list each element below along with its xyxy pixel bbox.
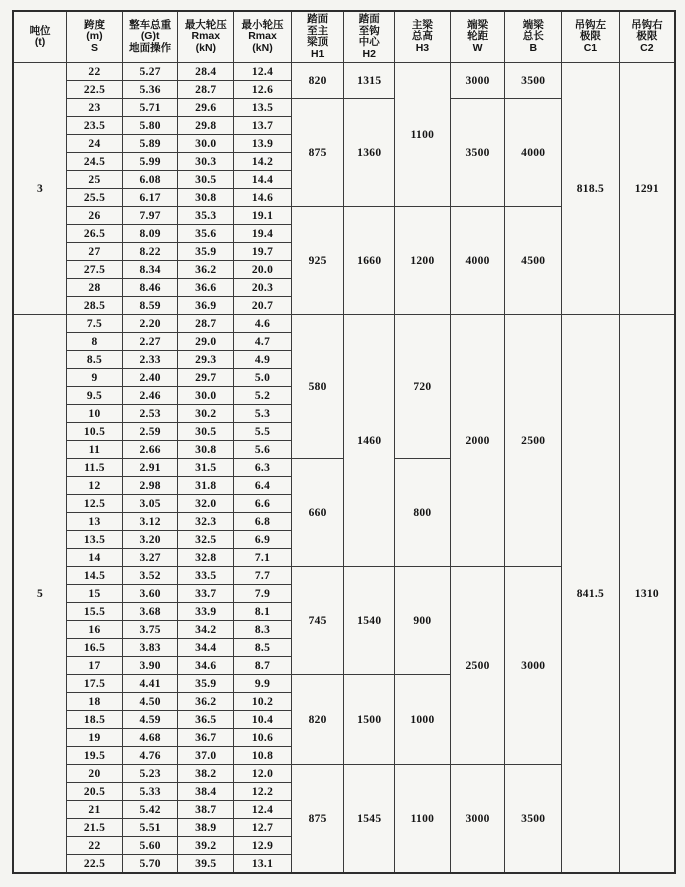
tonnage-cell: 3 <box>13 63 67 315</box>
b-cell: 2500 <box>505 315 562 567</box>
h2-cell: 1545 <box>344 765 395 874</box>
rmax-cell: 36.9 <box>178 297 234 315</box>
rmin-cell: 20.3 <box>234 279 292 297</box>
rmax-cell: 36.2 <box>178 261 234 279</box>
rmax-cell: 33.5 <box>178 567 234 585</box>
span-cell: 27.5 <box>67 261 123 279</box>
span-cell: 27 <box>67 243 123 261</box>
weight-cell: 2.59 <box>122 423 178 441</box>
rmin-cell: 12.7 <box>234 819 292 837</box>
rmax-cell: 32.3 <box>178 513 234 531</box>
weight-cell: 5.70 <box>122 855 178 874</box>
rmin-cell: 5.5 <box>234 423 292 441</box>
span-cell: 26.5 <box>67 225 123 243</box>
rmax-cell: 29.0 <box>178 333 234 351</box>
rmin-cell: 7.1 <box>234 549 292 567</box>
span-cell: 23.5 <box>67 117 123 135</box>
rmin-cell: 20.0 <box>234 261 292 279</box>
w-cell: 3500 <box>450 99 505 207</box>
weight-cell: 3.12 <box>122 513 178 531</box>
weight-cell: 5.27 <box>122 63 178 81</box>
span-cell: 9.5 <box>67 387 123 405</box>
weight-cell: 3.90 <box>122 657 178 675</box>
b-cell: 3000 <box>505 567 562 765</box>
weight-cell: 2.91 <box>122 459 178 477</box>
weight-cell: 6.17 <box>122 189 178 207</box>
rmax-cell: 36.2 <box>178 693 234 711</box>
rmax-cell: 32.8 <box>178 549 234 567</box>
h3-cell: 800 <box>395 459 451 567</box>
table-body <box>13 63 675 874</box>
h1-cell: 820 <box>291 675 344 765</box>
span-cell: 19.5 <box>67 747 123 765</box>
rmin-cell: 6.8 <box>234 513 292 531</box>
span-cell: 24 <box>67 135 123 153</box>
w-cell: 3000 <box>450 63 505 99</box>
b-cell: 3500 <box>505 63 562 99</box>
h2-cell: 1660 <box>344 207 395 315</box>
span-cell: 18.5 <box>67 711 123 729</box>
span-cell: 14 <box>67 549 123 567</box>
weight-cell: 3.05 <box>122 495 178 513</box>
column-header-w: 端梁 轮距 W <box>450 11 505 63</box>
span-cell: 25.5 <box>67 189 123 207</box>
span-cell: 22.5 <box>67 81 123 99</box>
header-row <box>13 11 675 63</box>
weight-cell: 8.34 <box>122 261 178 279</box>
column-header-h1: 踏面 至主 梁顶 H1 <box>291 11 344 63</box>
weight-cell: 5.36 <box>122 81 178 99</box>
rmax-cell: 31.5 <box>178 459 234 477</box>
span-cell: 17.5 <box>67 675 123 693</box>
rmax-cell: 35.3 <box>178 207 234 225</box>
rmin-cell: 12.4 <box>234 801 292 819</box>
weight-cell: 5.99 <box>122 153 178 171</box>
rmax-cell: 33.9 <box>178 603 234 621</box>
rmax-cell: 28.7 <box>178 81 234 99</box>
span-cell: 22 <box>67 837 123 855</box>
table-row <box>13 63 675 81</box>
h1-cell: 925 <box>291 207 344 315</box>
span-cell: 22.5 <box>67 855 123 874</box>
column-header-c1: 吊钩左 极限 C1 <box>562 11 620 63</box>
span-cell: 12.5 <box>67 495 123 513</box>
b-cell: 4500 <box>505 207 562 315</box>
h1-cell: 660 <box>291 459 344 567</box>
weight-cell: 5.89 <box>122 135 178 153</box>
rmin-cell: 12.9 <box>234 837 292 855</box>
rmax-cell: 30.3 <box>178 153 234 171</box>
rmax-cell: 36.5 <box>178 711 234 729</box>
h1-cell: 875 <box>291 765 344 874</box>
weight-cell: 8.22 <box>122 243 178 261</box>
span-cell: 8.5 <box>67 351 123 369</box>
weight-cell: 5.23 <box>122 765 178 783</box>
weight-cell: 2.27 <box>122 333 178 351</box>
span-cell: 21 <box>67 801 123 819</box>
table-row <box>13 315 675 333</box>
rmin-cell: 5.3 <box>234 405 292 423</box>
rmax-cell: 28.4 <box>178 63 234 81</box>
rmin-cell: 19.4 <box>234 225 292 243</box>
rmax-cell: 29.3 <box>178 351 234 369</box>
weight-cell: 6.08 <box>122 171 178 189</box>
w-cell: 2500 <box>450 567 505 765</box>
h1-cell: 745 <box>291 567 344 675</box>
span-cell: 9 <box>67 369 123 387</box>
c2-cell: 1291 <box>619 63 675 315</box>
w-cell: 4000 <box>450 207 505 315</box>
rmax-cell: 30.5 <box>178 171 234 189</box>
rmin-cell: 4.9 <box>234 351 292 369</box>
h2-cell: 1500 <box>344 675 395 765</box>
column-header-weight: 整车总重 (G)t 地面操作 <box>122 11 178 63</box>
span-cell: 15.5 <box>67 603 123 621</box>
rmax-cell: 29.8 <box>178 117 234 135</box>
weight-cell: 2.40 <box>122 369 178 387</box>
column-header-h2: 踏面 至钩 中心 H2 <box>344 11 395 63</box>
rmin-cell: 14.4 <box>234 171 292 189</box>
rmin-cell: 13.1 <box>234 855 292 874</box>
rmax-cell: 38.9 <box>178 819 234 837</box>
c2-cell: 1310 <box>619 315 675 874</box>
h3-cell: 1100 <box>395 63 451 207</box>
weight-cell: 4.59 <box>122 711 178 729</box>
rmin-cell: 6.9 <box>234 531 292 549</box>
column-header-c2: 吊钩右 极限 C2 <box>619 11 675 63</box>
rmin-cell: 4.6 <box>234 315 292 333</box>
weight-cell: 8.46 <box>122 279 178 297</box>
span-cell: 22 <box>67 63 123 81</box>
span-cell: 28 <box>67 279 123 297</box>
span-cell: 26 <box>67 207 123 225</box>
c1-cell: 841.5 <box>562 315 620 874</box>
rmin-cell: 12.2 <box>234 783 292 801</box>
column-header-b: 端梁 总长 B <box>505 11 562 63</box>
rmax-cell: 30.2 <box>178 405 234 423</box>
weight-cell: 4.41 <box>122 675 178 693</box>
rmax-cell: 35.9 <box>178 243 234 261</box>
h1-cell: 875 <box>291 99 344 207</box>
rmin-cell: 20.7 <box>234 297 292 315</box>
rmax-cell: 28.7 <box>178 315 234 333</box>
weight-cell: 5.33 <box>122 783 178 801</box>
rmax-cell: 34.6 <box>178 657 234 675</box>
span-cell: 16.5 <box>67 639 123 657</box>
rmax-cell: 30.8 <box>178 189 234 207</box>
b-cell: 3500 <box>505 765 562 874</box>
weight-cell: 3.20 <box>122 531 178 549</box>
rmin-cell: 6.4 <box>234 477 292 495</box>
rmax-cell: 34.2 <box>178 621 234 639</box>
span-cell: 12 <box>67 477 123 495</box>
rmin-cell: 13.9 <box>234 135 292 153</box>
column-header-span: 跨度 (m) S <box>67 11 123 63</box>
weight-cell: 2.66 <box>122 441 178 459</box>
span-cell: 25 <box>67 171 123 189</box>
weight-cell: 3.52 <box>122 567 178 585</box>
rmin-cell: 19.7 <box>234 243 292 261</box>
span-cell: 20.5 <box>67 783 123 801</box>
rmin-cell: 8.3 <box>234 621 292 639</box>
span-cell: 16 <box>67 621 123 639</box>
weight-cell: 2.46 <box>122 387 178 405</box>
weight-cell: 3.60 <box>122 585 178 603</box>
rmax-cell: 38.2 <box>178 765 234 783</box>
rmin-cell: 14.2 <box>234 153 292 171</box>
span-cell: 11 <box>67 441 123 459</box>
weight-cell: 5.80 <box>122 117 178 135</box>
rmax-cell: 38.4 <box>178 783 234 801</box>
b-cell: 4000 <box>505 99 562 207</box>
span-cell: 20 <box>67 765 123 783</box>
weight-cell: 2.33 <box>122 351 178 369</box>
h3-cell: 720 <box>395 315 451 459</box>
rmax-cell: 36.7 <box>178 729 234 747</box>
rmin-cell: 10.4 <box>234 711 292 729</box>
rmin-cell: 4.7 <box>234 333 292 351</box>
rmin-cell: 5.0 <box>234 369 292 387</box>
rmax-cell: 32.0 <box>178 495 234 513</box>
rmin-cell: 8.5 <box>234 639 292 657</box>
span-cell: 13 <box>67 513 123 531</box>
weight-cell: 4.68 <box>122 729 178 747</box>
h2-cell: 1360 <box>344 99 395 207</box>
column-header-rmax: 最大轮压 Rmax (kN) <box>178 11 234 63</box>
rmin-cell: 5.2 <box>234 387 292 405</box>
rmax-cell: 33.7 <box>178 585 234 603</box>
h2-cell: 1315 <box>344 63 395 99</box>
span-cell: 13.5 <box>67 531 123 549</box>
weight-cell: 3.83 <box>122 639 178 657</box>
h3-cell: 1200 <box>395 207 451 315</box>
span-cell: 8 <box>67 333 123 351</box>
h2-cell: 1540 <box>344 567 395 675</box>
rmax-cell: 37.0 <box>178 747 234 765</box>
weight-cell: 4.50 <box>122 693 178 711</box>
span-cell: 24.5 <box>67 153 123 171</box>
column-header-rmin: 最小轮压 Rmax (kN) <box>234 11 292 63</box>
rmax-cell: 34.4 <box>178 639 234 657</box>
weight-cell: 5.60 <box>122 837 178 855</box>
weight-cell: 2.20 <box>122 315 178 333</box>
span-cell: 18 <box>67 693 123 711</box>
weight-cell: 5.42 <box>122 801 178 819</box>
rmax-cell: 32.5 <box>178 531 234 549</box>
rmin-cell: 5.6 <box>234 441 292 459</box>
c1-cell: 818.5 <box>562 63 620 315</box>
h2-cell: 1460 <box>344 315 395 567</box>
span-cell: 11.5 <box>67 459 123 477</box>
span-cell: 10 <box>67 405 123 423</box>
span-cell: 17 <box>67 657 123 675</box>
rmax-cell: 30.0 <box>178 387 234 405</box>
column-header-h3: 主梁 总高 H3 <box>395 11 451 63</box>
weight-cell: 8.09 <box>122 225 178 243</box>
w-cell: 2000 <box>450 315 505 567</box>
weight-cell: 5.51 <box>122 819 178 837</box>
weight-cell: 4.76 <box>122 747 178 765</box>
rmax-cell: 39.2 <box>178 837 234 855</box>
span-cell: 14.5 <box>67 567 123 585</box>
rmin-cell: 19.1 <box>234 207 292 225</box>
rmax-cell: 30.5 <box>178 423 234 441</box>
rmin-cell: 12.0 <box>234 765 292 783</box>
weight-cell: 2.98 <box>122 477 178 495</box>
weight-cell: 5.71 <box>122 99 178 117</box>
span-cell: 15 <box>67 585 123 603</box>
weight-cell: 7.97 <box>122 207 178 225</box>
rmin-cell: 6.6 <box>234 495 292 513</box>
column-header-tonnage: 吨位 (t) <box>13 11 67 63</box>
span-cell: 23 <box>67 99 123 117</box>
w-cell: 3000 <box>450 765 505 874</box>
weight-cell: 3.75 <box>122 621 178 639</box>
rmin-cell: 12.6 <box>234 81 292 99</box>
span-cell: 19 <box>67 729 123 747</box>
rmin-cell: 10.8 <box>234 747 292 765</box>
rmax-cell: 30.0 <box>178 135 234 153</box>
rmin-cell: 7.9 <box>234 585 292 603</box>
rmax-cell: 35.6 <box>178 225 234 243</box>
rmin-cell: 12.4 <box>234 63 292 81</box>
rmax-cell: 31.8 <box>178 477 234 495</box>
span-cell: 10.5 <box>67 423 123 441</box>
rmin-cell: 9.9 <box>234 675 292 693</box>
rmax-cell: 29.6 <box>178 99 234 117</box>
span-cell: 7.5 <box>67 315 123 333</box>
rmax-cell: 30.8 <box>178 441 234 459</box>
rmin-cell: 8.1 <box>234 603 292 621</box>
rmin-cell: 13.7 <box>234 117 292 135</box>
rmin-cell: 10.6 <box>234 729 292 747</box>
h3-cell: 1000 <box>395 675 451 765</box>
rmin-cell: 14.6 <box>234 189 292 207</box>
rmin-cell: 6.3 <box>234 459 292 477</box>
weight-cell: 3.27 <box>122 549 178 567</box>
weight-cell: 8.59 <box>122 297 178 315</box>
rmax-cell: 29.7 <box>178 369 234 387</box>
rmax-cell: 39.5 <box>178 855 234 874</box>
crane-spec-table <box>12 10 676 874</box>
rmin-cell: 10.2 <box>234 693 292 711</box>
weight-cell: 2.53 <box>122 405 178 423</box>
h1-cell: 820 <box>291 63 344 99</box>
rmax-cell: 36.6 <box>178 279 234 297</box>
rmin-cell: 13.5 <box>234 99 292 117</box>
tonnage-cell: 5 <box>13 315 67 874</box>
rmin-cell: 8.7 <box>234 657 292 675</box>
h3-cell: 1100 <box>395 765 451 874</box>
h1-cell: 580 <box>291 315 344 459</box>
weight-cell: 3.68 <box>122 603 178 621</box>
rmin-cell: 7.7 <box>234 567 292 585</box>
rmax-cell: 35.9 <box>178 675 234 693</box>
span-cell: 21.5 <box>67 819 123 837</box>
h3-cell: 900 <box>395 567 451 675</box>
span-cell: 28.5 <box>67 297 123 315</box>
rmax-cell: 38.7 <box>178 801 234 819</box>
